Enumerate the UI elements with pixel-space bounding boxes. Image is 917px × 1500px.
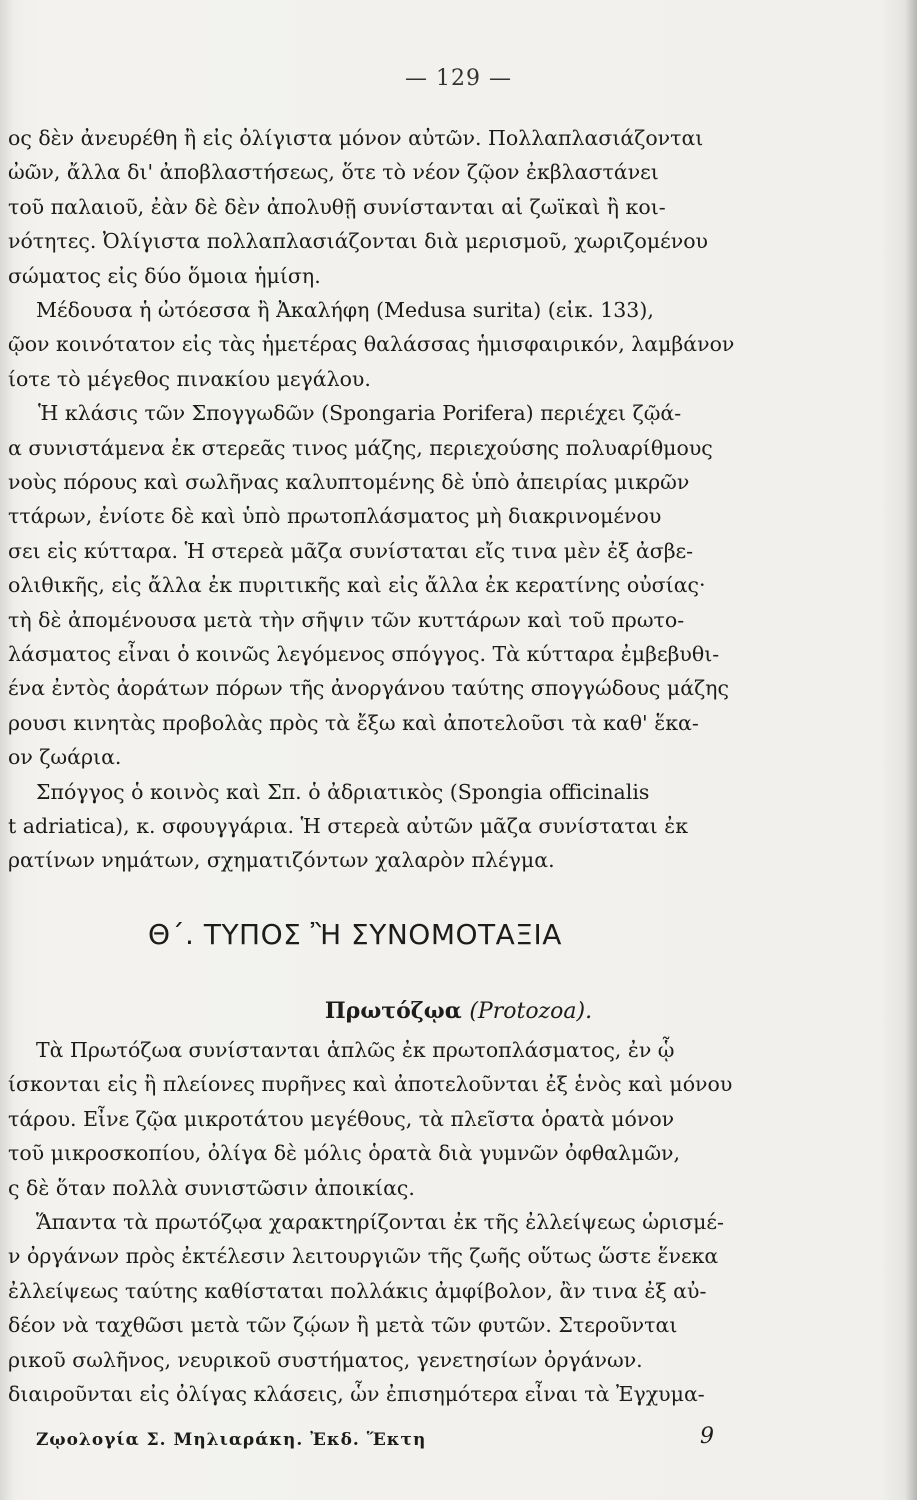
text-line: σώματος εἰς δύο ὅμοια ἡμίση. <box>8 263 321 288</box>
text-line: ρουσι κινητὰς προβολὰς πρὸς τὰ ἔξω καὶ ἀποτελοῦσι τὰ καθ' ἕκα- <box>8 710 699 735</box>
text-line: διαιροῦνται εἰς ὀλίγας κλάσεις, ὧν ἐπισημότερα εἶναι τὰ Ἐγχυμα- <box>8 1382 705 1406</box>
text-line: ν ὀργάνων πρὸς ἐκτέλεσιν λειτουργιῶν τῆς ζωῆς οὕτως ὥστε ἕνεκα <box>8 1244 719 1269</box>
text-line: ρικοῦ σωλῆνος, νευρικοῦ συστήματος, γενετησίων ὀργάνων. <box>8 1347 643 1372</box>
text-line: ος δὲν ἀνευρέθη ἢ εἰς ὀλίγιστα μόνον αὐτῶν. Πολλαπλασιάζονται <box>8 126 704 150</box>
text-line: τοῦ παλαιοῦ, ἐὰν δὲ δὲν ἀπολυθῇ συνίστανται αἱ ζωϊκαὶ ἢ κοι- <box>8 194 666 219</box>
text-line: ίοτε τὸ μέγεθος πινακίου μεγάλου. <box>8 366 371 391</box>
text-line: t adriatica), κ. σφουγγάρια. Ἡ στερεὰ αὐτῶν μᾶζα συνίσταται ἐκ <box>8 814 689 838</box>
text-line: νότητες. Ὀλίγιστα πολλαπλασιάζονται διὰ μερισμοῦ, χωριζομένου <box>8 229 709 254</box>
text-line: ολιθικῆς, εἰς ἄλλα ἐκ πυριτικῆς καὶ εἰς ἄλλα ἐκ κερατίνης οὐσίας· <box>8 573 706 598</box>
text-line: ένα ἐντὸς ἀοράτων πόρων τῆς ἀνοργάνου ταύτης σπογγώδους μάζης <box>8 676 729 701</box>
text-line: λάσματος εἶναι ὁ κοινῶς λεγόμενος σπόγγος. Τὰ κύτταρα ἐμβεβυθι- <box>8 642 720 666</box>
text-line: τοῦ μικροσκοπίου, ὀλίγα δὲ μόλις ὁρατὰ διὰ γυμνῶν ὀφθαλμῶν, <box>8 1141 681 1166</box>
text-line: Ἅπαντα τὰ πρωτόζῳα χαρακτηρίζονται ἐκ τῆς ἐλλείψεως ὡρισμέ- <box>36 1210 724 1234</box>
text-line: σει εἰς κύτταρα. Ἡ στερεὰ μᾶζα συνίσταται εἴς τινα μὲν ἐξ ἀσβε- <box>8 538 694 563</box>
text-line: ὠῶν, ἄλλα δι' ἀποβλαστήσεως, ὅτε τὸ νέον ζῷον ἐκβλαστάνει <box>8 160 659 185</box>
text-line: α συνιστάμενα ἐκ στερεᾶς τινος μάζης, περιεχούσης πολυαρίθμους <box>8 435 713 460</box>
text-line: Μέδουσα ἡ ὠτόεσσα ἢ Ἀκαλήφη (Medusa surita) (εἰκ. 133), <box>36 298 654 322</box>
page-footer: Ζῳολογία Σ. Μηλιαράκη. Ἐκδ. Ἕκτη <box>36 1430 427 1450</box>
text-line: ρατίνων νημάτων, σχηματιζόντων χαλαρὸν πλέγμα. <box>8 848 555 873</box>
text-line: ίσκονται εἰς ἢ πλείονες πυρῆνες καὶ ἀποτελοῦνται ἐξ ἑνὸς καὶ μόνου <box>8 1072 733 1097</box>
text-line: ον ζωάρια. <box>8 745 122 770</box>
text-line: Σπόγγος ὁ κοινὸς καὶ Σπ. ὁ ἀδριατικὸς (Spongia officinalis <box>36 779 650 804</box>
section-subheading <box>0 998 917 1024</box>
signature-mark: 9 <box>700 1424 714 1449</box>
text-line: ῷον κοινότατον εἰς τὰς ἡμετέρας θαλάσσας ἡμισφαιρικόν, λαμβάνον <box>8 332 735 357</box>
text-line: νοὺς πόρους καὶ σωλῆνας καλυπτομένης δὲ ὑπὸ ἀπειρίας μικρῶν <box>8 470 690 494</box>
text-line: ς δὲ ὅταν πολλὰ συνιστῶσιν ἀποικίας. <box>8 1175 415 1200</box>
text-line: Τὰ Πρωτόζωα συνίστανται ἁπλῶς ἐκ πρωτοπλάσματος, ἐν ᾧ <box>36 1038 675 1062</box>
page-edge-shadow <box>905 0 917 1500</box>
text-line: τὴ δὲ ἀπομένουσα μετὰ τὴν σῆψιν τῶν κυττάρων καὶ τοῦ πρωτο- <box>8 607 685 632</box>
subheading-greek: Πρωτόζῳα <box>324 998 462 1024</box>
text-line: Ἡ κλάσις τῶν Σπογγωδῶν (Spongaria Porifera) περιέχει ζῷά- <box>38 401 682 426</box>
text-line: τάρου. Εἶνε ζῷα μικροτάτου μεγέθους, τὰ πλεῖστα ὁρατὰ μόνον <box>8 1106 675 1131</box>
text-line: ἐλλείψεως ταύτης καθίσταται πολλάκις ἀμφίβολον, ἂν τινα ἐξ αὐ- <box>8 1278 707 1303</box>
subheading-latin: (Protozoa). <box>469 999 593 1024</box>
page-number: — 129 — <box>405 66 512 91</box>
text-line: δέον νὰ ταχθῶσι μετὰ τῶν ζῴων ἢ μετὰ τῶν φυτῶν. Στεροῦνται <box>8 1313 678 1338</box>
text-line: ττάρων, ἐνίοτε δὲ καὶ ὑπὸ πρωτοπλάσματος μὴ διακρινομένου <box>8 504 662 529</box>
section-heading: Θ΄. ΤΥΠΟΣ Ἢ ΣΥΝΟΜΟΤΑΞΙΑ <box>148 918 562 951</box>
